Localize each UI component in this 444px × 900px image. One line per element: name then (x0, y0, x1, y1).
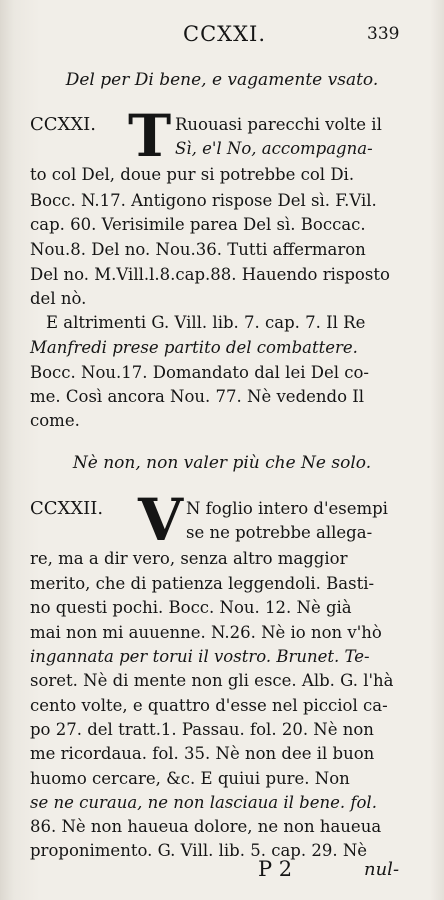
page-header (0, 22, 444, 48)
text-line: del nò. (30, 289, 87, 308)
text-line: Manfredi prese partito del combattere. (30, 338, 358, 357)
text-line: me ricordaua. fol. 35. Nè non dee il buon (30, 744, 375, 763)
text-line: E altrimenti G. Vill. lib. 7. cap. 7. Il Re (46, 313, 366, 332)
text-line: to col Del, doue pur si potrebbe col Di. (30, 165, 355, 184)
section-label: CCXXI. (30, 114, 97, 135)
text-line: no questi pochi. Bocc. Nou. 12. Nè già (30, 598, 352, 617)
text-line: come. (30, 411, 80, 430)
text-line: soret. Nè di mente non gli esce. Alb. G. l'hà (30, 671, 394, 690)
text-line: merito, che di patienza leggendoli. Basti- (30, 574, 375, 593)
text-line: me. Così ancora Nou. 77. Nè vedendo Il (30, 387, 365, 406)
text-line: ingannata per torui il vostro. Brunet. Te- (30, 647, 370, 666)
page-number: 339 (367, 24, 400, 44)
text-line: se ne curaua, ne non lasciaua il bene. fol. (30, 793, 377, 812)
text-line: Sì, e'l No, accompagna- (175, 139, 373, 158)
text-line: po 27. del tratt.1. Passau. fol. 20. Nè non (30, 720, 374, 739)
text-line: mai non mi auuenne. N.26. Nè io non v'hò (30, 623, 382, 642)
text-line: Bocc. Nou.17. Domandato dal lei Del co- (30, 363, 369, 382)
text-line: cento volte, e quattro d'esse nel picciol ca- (30, 696, 388, 715)
running-head: CCXXI. (183, 22, 267, 46)
text-line: N foglio intero d'esempi (186, 499, 388, 518)
text-line: Bocc. N.17. Antigono rispose Del sì. F.Vil. (30, 191, 377, 210)
page-footer (0, 857, 444, 883)
section-label: CCXXII. (30, 498, 104, 519)
text-line: cap. 60. Verisimile parea Del sì. Boccac. (30, 215, 366, 234)
text-line: Del no. M.Vill.l.8.cap.88. Hauendo risposto (30, 265, 390, 284)
text-line: Ruouasi parecchi volte il (175, 115, 382, 134)
text-line: proponimento. G. Vill. lib. 5. cap. 29. Nè (30, 841, 368, 860)
centered-heading: Nè non, non valer più che Ne solo. (72, 453, 372, 473)
section-subheading: Del per Di bene, e vagamente vsato. (65, 70, 379, 90)
signature-mark: P 2 (258, 857, 293, 881)
text-line: Nou.8. Del no. Nou.36. Tutti affermaron (30, 240, 366, 259)
text-line: se ne potrebbe allega- (186, 523, 373, 542)
text-line: huomo cercare, &c. E quiui pure. Non (30, 769, 350, 788)
drop-cap: T (128, 102, 172, 170)
text-line: re, ma a dir vero, senza altro maggior (30, 549, 348, 568)
catchword: nul- (364, 859, 400, 880)
drop-cap: V (138, 486, 184, 554)
text-line: 86. Nè non haueua dolore, ne non haueua (30, 817, 382, 836)
